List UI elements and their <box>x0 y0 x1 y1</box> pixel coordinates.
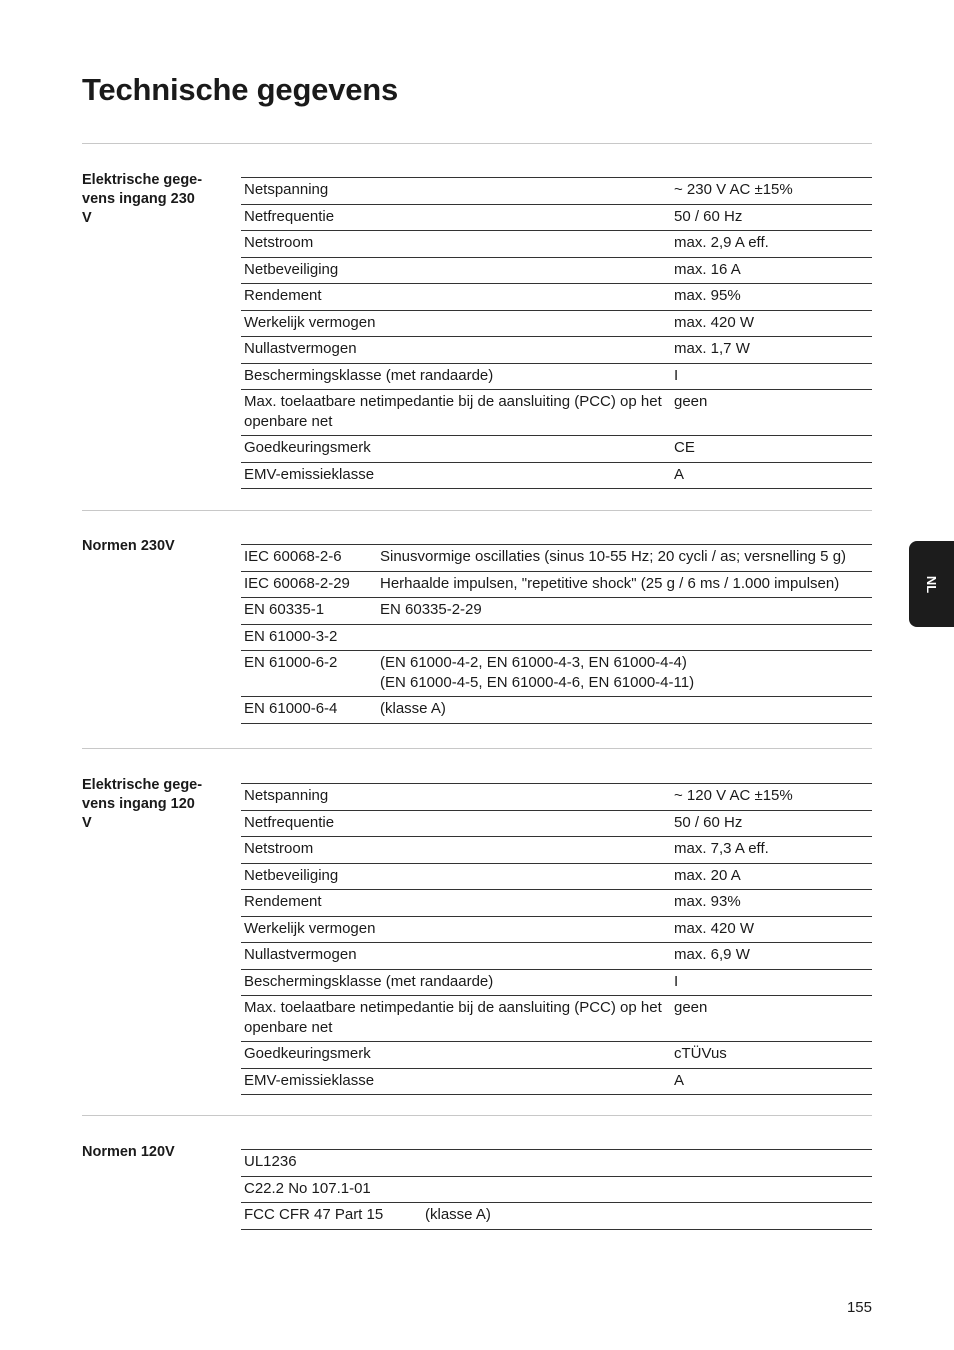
row-label: Max. toelaatbare netimpedantie bij de aansluiting (PCC) op het openbare net <box>244 999 662 1036</box>
row-label: Netfrequentie <box>244 813 335 831</box>
table-row <box>241 1177 872 1204</box>
page-number: 155 <box>846 1299 872 1316</box>
row-value: I <box>674 366 679 384</box>
row-value: I <box>674 972 679 990</box>
row-label: Beschermingsklasse (met randaarde) <box>244 366 494 384</box>
table-row <box>241 1042 872 1069</box>
row-value: max. 20 A <box>674 866 741 884</box>
language-tab <box>909 541 954 627</box>
table-row <box>241 284 872 311</box>
table-row <box>241 784 872 811</box>
row-label: Netstroom <box>244 840 314 857</box>
divider <box>82 143 872 144</box>
norm-description <box>425 1152 866 1172</box>
norm-description: EN 60335-2-29 <box>380 601 482 618</box>
table-row <box>241 463 872 490</box>
norm-code: EN 61000-6-4 <box>244 700 338 717</box>
table-row <box>241 178 872 205</box>
norm-code: C22.2 No 107.1-01 <box>244 1179 371 1197</box>
table-row <box>241 545 872 572</box>
row-label: Werkelijk vermogen <box>244 919 376 937</box>
row-label: Nullastvermogen <box>244 946 357 963</box>
section-label-norms-120: Normen 120V <box>82 1144 175 1160</box>
norm-code: EN 61000-3-2 <box>244 627 338 645</box>
row-value: cTÜVus <box>674 1045 727 1062</box>
row-label: Netfrequentie <box>244 207 335 225</box>
table-row <box>241 337 872 364</box>
table-row <box>241 1203 872 1230</box>
row-value: max. 93% <box>674 893 741 910</box>
row-value: max. 95% <box>674 287 741 304</box>
section-label-electrical-230: Elektrische gege- vens ingang 230 V <box>82 172 203 226</box>
row-label: Netspanning <box>244 181 329 198</box>
row-label: EMV-emissieklasse <box>244 465 375 483</box>
row-label: Netbeveiliging <box>244 260 339 278</box>
section-label-norms-230: Normen 230V <box>82 538 175 554</box>
table-row <box>241 364 872 391</box>
row-value: geen <box>674 999 708 1016</box>
norm-description <box>425 1179 866 1199</box>
row-label: Rendement <box>244 893 322 910</box>
row-value: ~ 230 V AC ±15% <box>674 181 793 198</box>
row-value: 50 / 60 Hz <box>674 207 743 225</box>
table-row <box>241 864 872 891</box>
table-electrical-230 <box>241 177 872 489</box>
row-label: Rendement <box>244 287 322 304</box>
row-label: Netstroom <box>244 234 314 251</box>
table-row <box>241 390 872 436</box>
row-value: max. 1,7 W <box>674 340 750 357</box>
section-label-electrical-120: Elektrische gege- vens ingang 120 V <box>82 777 203 831</box>
language-tab-label: NL <box>924 575 939 593</box>
row-value: max. 6,9 W <box>674 946 750 963</box>
table-row <box>241 811 872 838</box>
row-label: Werkelijk vermogen <box>244 313 376 331</box>
table-norms-230 <box>241 544 872 724</box>
norm-code: UL1236 <box>244 1153 297 1170</box>
row-label: Netbeveiliging <box>244 866 339 884</box>
norm-description: Sinusvormige oscillaties (sinus 10-55 Hz; 20 cycli / as; versnelling 5 g) <box>380 548 847 565</box>
row-value: A <box>674 465 685 483</box>
row-value: CE <box>674 439 695 456</box>
row-value: geen <box>674 393 708 410</box>
table-row <box>241 837 872 864</box>
table-row <box>241 1150 872 1177</box>
page-title: Technische gegevens <box>82 72 399 107</box>
table-row <box>241 231 872 258</box>
row-value: max. 420 W <box>674 919 755 937</box>
row-label: Beschermingsklasse (met randaarde) <box>244 972 494 990</box>
norm-code: IEC 60068-2-29 <box>244 574 350 592</box>
table-row <box>241 697 872 724</box>
norm-description: (klasse A) <box>380 700 446 717</box>
divider <box>82 1115 872 1116</box>
table-row <box>241 890 872 917</box>
row-value: max. 2,9 A eff. <box>674 234 769 251</box>
row-value: max. 420 W <box>674 313 755 331</box>
row-label: Nullastvermogen <box>244 340 357 357</box>
norm-code: IEC 60068-2-6 <box>244 548 342 565</box>
norm-code: EN 61000-6-2 <box>244 654 338 671</box>
table-row <box>241 572 872 599</box>
norm-code: EN 60335-1 <box>244 601 325 618</box>
table-row <box>241 917 872 944</box>
row-label: Netspanning <box>244 787 329 804</box>
row-label: Max. toelaatbare netimpedantie bij de aansluiting (PCC) op het openbare net <box>244 393 662 430</box>
table-row <box>241 970 872 997</box>
table-row <box>241 625 872 652</box>
norm-description <box>380 627 866 647</box>
row-value: 50 / 60 Hz <box>674 813 743 831</box>
row-value: max. 7,3 A eff. <box>674 840 769 857</box>
row-value: A <box>674 1071 685 1089</box>
row-label: Goedkeuringsmerk <box>244 439 371 456</box>
row-label: EMV-emissieklasse <box>244 1071 375 1089</box>
table-row <box>241 651 872 697</box>
norm-code: FCC CFR 47 Part 15 <box>244 1206 384 1223</box>
table-row <box>241 1069 872 1096</box>
table-row <box>241 943 872 970</box>
table-norms-120 <box>241 1149 872 1230</box>
table-row <box>241 996 872 1042</box>
row-label: Goedkeuringsmerk <box>244 1045 371 1062</box>
row-value: max. 16 A <box>674 260 741 278</box>
table-row <box>241 598 872 625</box>
table-row <box>241 258 872 285</box>
table-row <box>241 311 872 338</box>
norm-description: Herhaalde impulsen, "repetitive shock" (25 g / 6 ms / 1.000 impulsen) <box>380 574 840 592</box>
divider <box>82 510 872 511</box>
table-row <box>241 205 872 232</box>
norm-description: (klasse A) <box>425 1206 491 1223</box>
table-row <box>241 436 872 463</box>
row-value: ~ 120 V AC ±15% <box>674 787 793 804</box>
divider <box>82 748 872 749</box>
table-electrical-120 <box>241 783 872 1095</box>
norm-description: (EN 61000-4-2, EN 61000-4-3, EN 61000-4-4) (EN 61000-4-5, EN 61000-4-6, EN 61000-4-11) <box>380 654 695 691</box>
